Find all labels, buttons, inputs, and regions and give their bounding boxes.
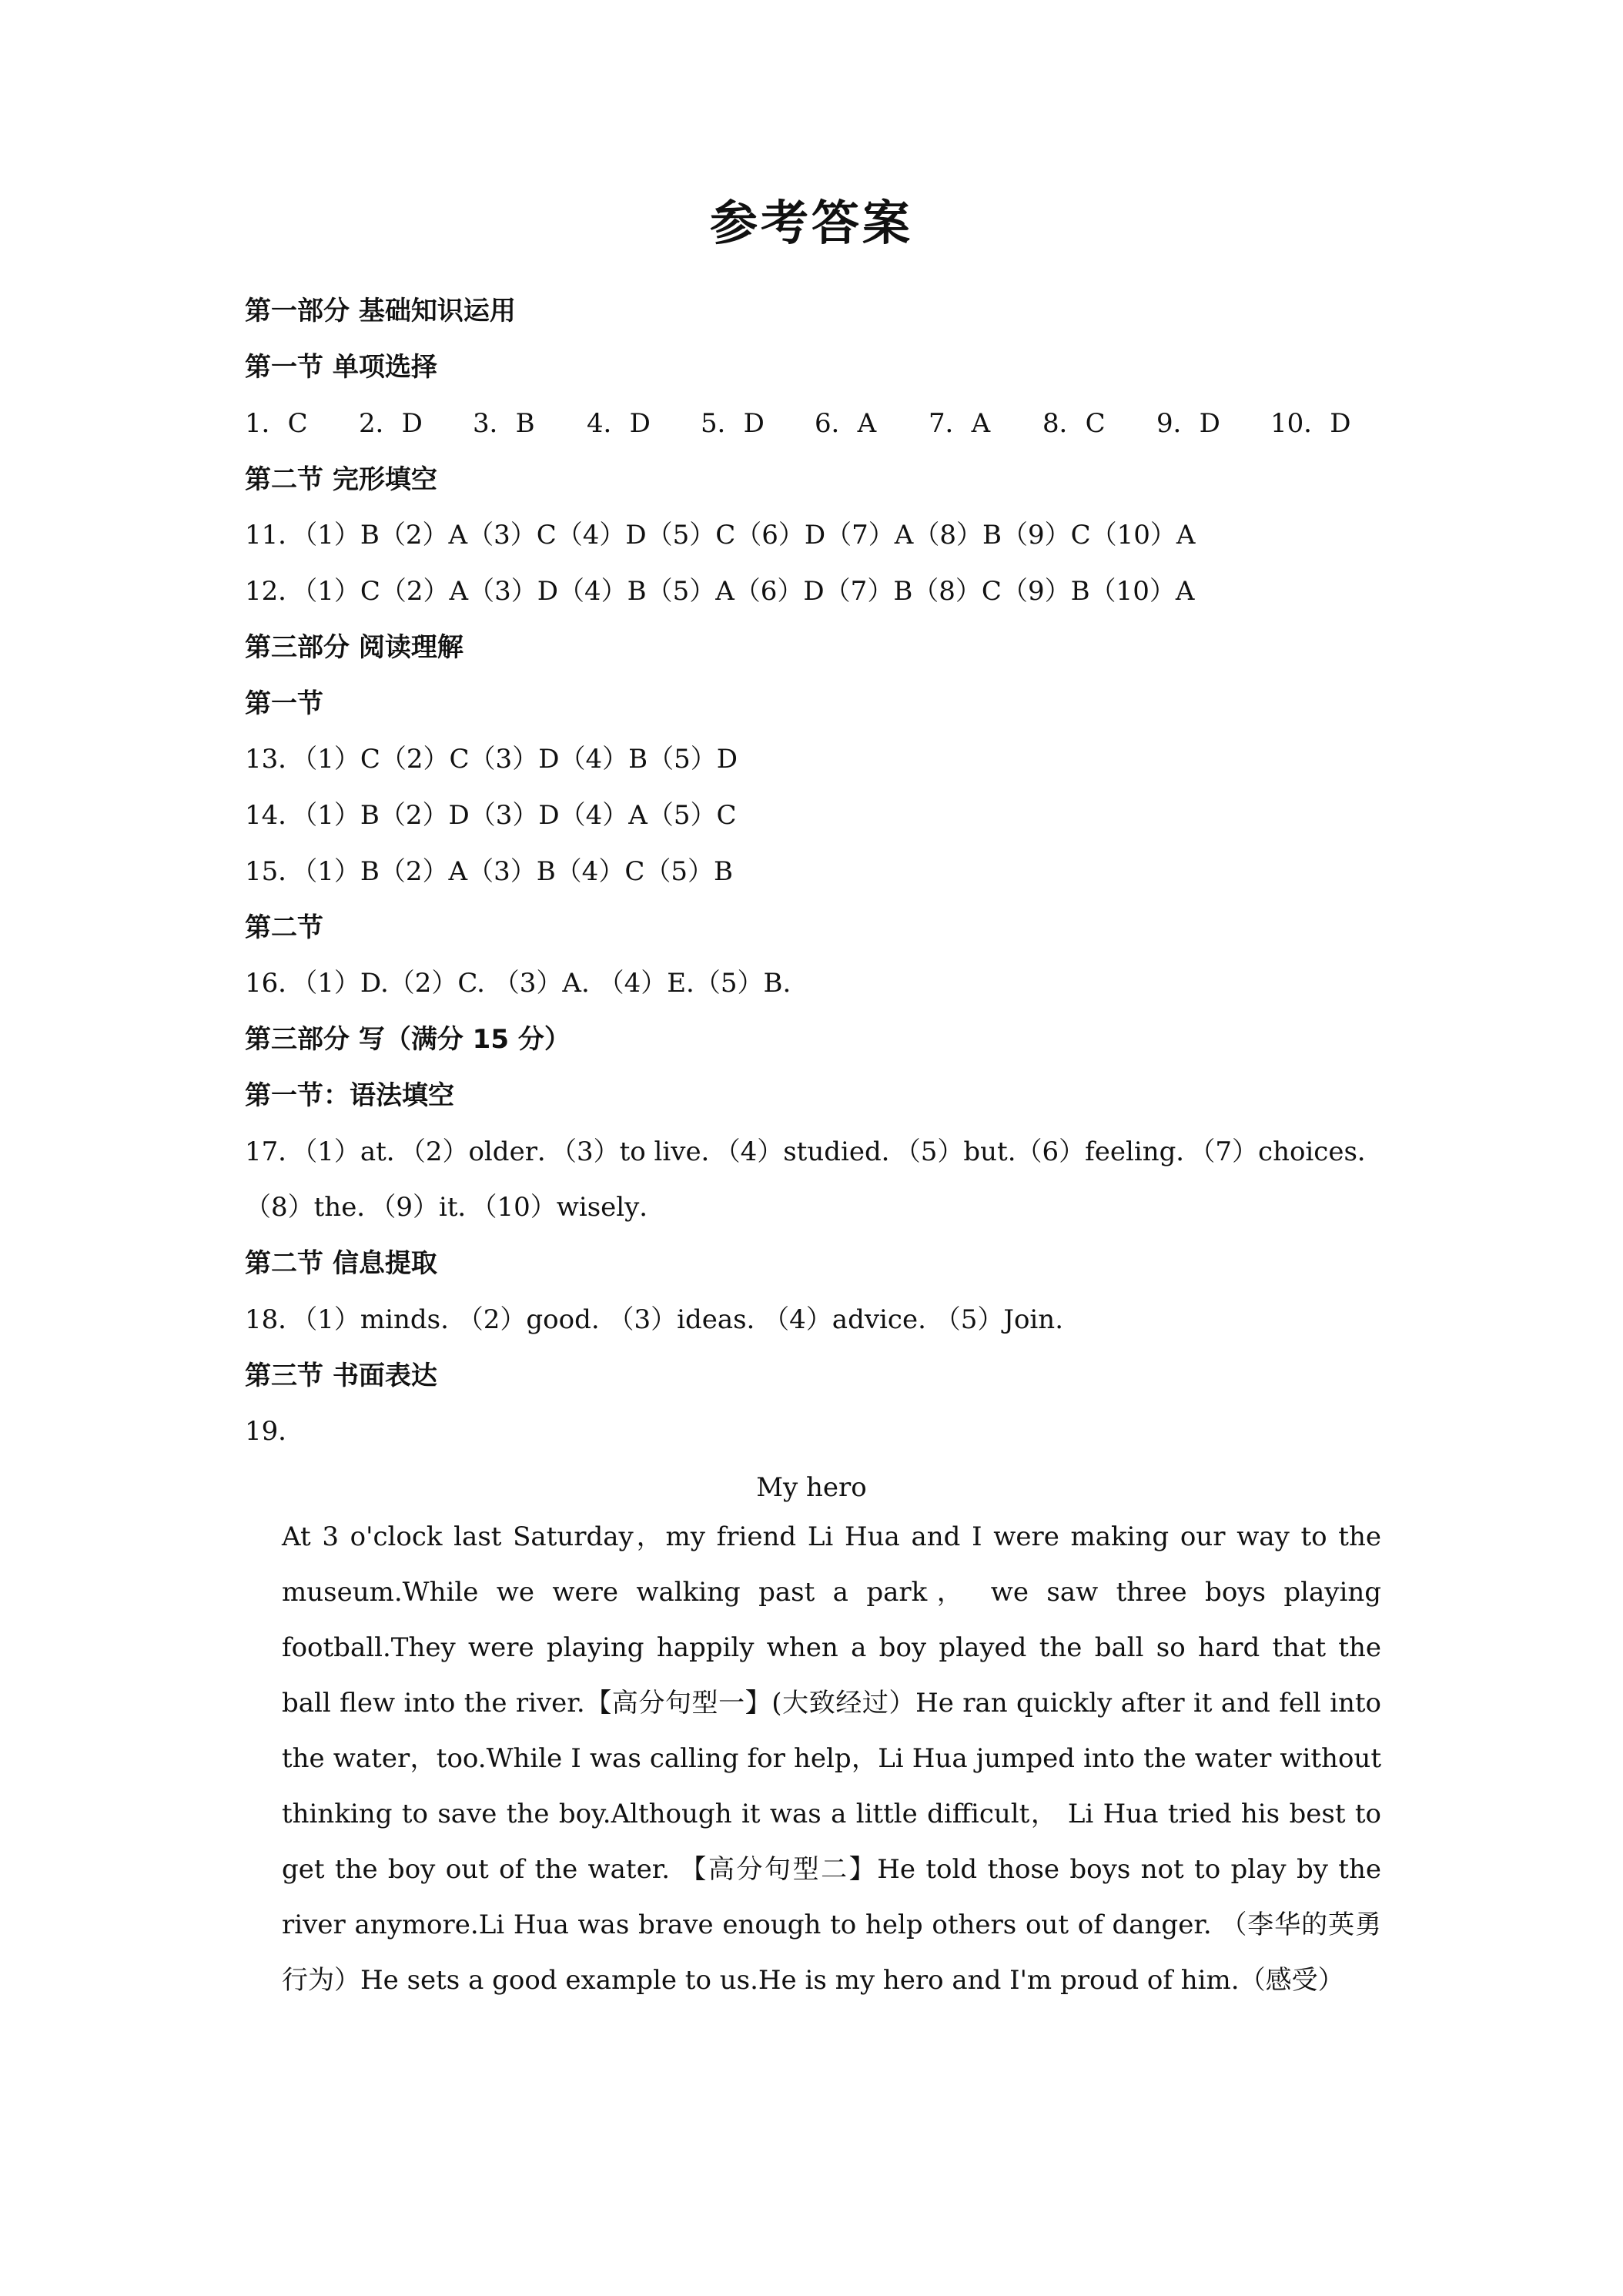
answer-q12: 12．（1）C（2）A（3）D（4）B（5）A（6）D（7）B（8）C（9）B（10）A (245, 576, 1195, 607)
answer-q17-line1: 17．（1）at．（2）older．（3）to live．（4）studied．（5）but.（6）feeling．（7）choices． (245, 1136, 1384, 1167)
mc-answer: 2．D (359, 408, 423, 439)
reading-section2-heading: 第二节 (245, 912, 323, 943)
answer-q18: 18．（1）minds. （2）good. （3）ideas. （4）advice. （5）Join. (245, 1304, 1064, 1335)
mc-answer: 4．D (587, 408, 651, 439)
mc-answer: 3．B (473, 408, 535, 439)
answer-q14: 14．（1）B（2）D（3）D（4）A（5）C (245, 800, 737, 831)
part3-reading-heading: 第三部分 阅读理解 (245, 632, 463, 663)
essay-paragraph: At 3 o'clock last Saturday，my friend Li Hua and I were making our way to the museum.While we were walking past a park， we saw three boys playing football.They were playing happily when a boy played the ball so hard that the ball flew into the river.【高分句型一】(大致经过）He ran quickly after it and fell into the water，too.While I was calling for help，Li Hua jumped into the water without thinking to save the boy.Although it was a little difficult， Li Hua tried his best to get the boy out of the water. 【高分句型二】He told those boys not to play by the river anymore.Li Hua was brave enough to help others out of danger. （李华的英勇行为）He sets a good example to us.He is my hero and I'm proud of him.（感受） (282, 1521, 1381, 1996)
answer-q15: 15．（1）B（2）A（3）B（4）C（5）B (245, 856, 733, 887)
part1-section2-heading: 第二节 完形填空 (245, 464, 437, 495)
answer-q17-line2: （8）the．（9）it．（10）wisely． (245, 1192, 666, 1223)
mc-answer-row (245, 407, 1384, 440)
writing-section1-heading: 第一节：语法填空 (245, 1080, 454, 1111)
mc-answer: 10．D (1270, 408, 1351, 439)
reading-section1-heading: 第一节 (245, 688, 323, 719)
mc-answer: 9．D (1156, 408, 1220, 439)
part1-section1-heading: 第一节 单项选择 (245, 352, 437, 383)
writing-section3-heading: 第三节 书面表达 (245, 1361, 437, 1391)
answer-q19-label: 19． (245, 1416, 305, 1447)
part3-writing-heading: 第三部分 写（满分 15 分） (245, 1024, 571, 1055)
page-title: 参考答案 (709, 195, 913, 251)
mc-answer: 6．A (815, 408, 877, 439)
mc-answer: 8．C (1042, 408, 1106, 439)
answer-q13: 13．（1）C（2）C（3）D（4）B（5）D (245, 744, 738, 775)
essay-body (282, 1509, 1381, 2008)
mc-answer: 5．D (701, 408, 765, 439)
answer-q16: 16．（1）D.（2）C. （3）A. （4）E.（5）B. (245, 968, 791, 999)
mc-answer: 1．C (245, 408, 308, 439)
writing-section2-heading: 第二节 信息提取 (245, 1248, 437, 1279)
essay-title: My hero (756, 1472, 867, 1503)
answer-q11: 11．（1）B（2）A（3）C（4）D（5）C（6）D（7）A（8）B（9）C（10）A (245, 520, 1196, 551)
mc-answer: 7．A (929, 408, 991, 439)
part1-heading: 第一部分 基础知识运用 (245, 296, 516, 326)
